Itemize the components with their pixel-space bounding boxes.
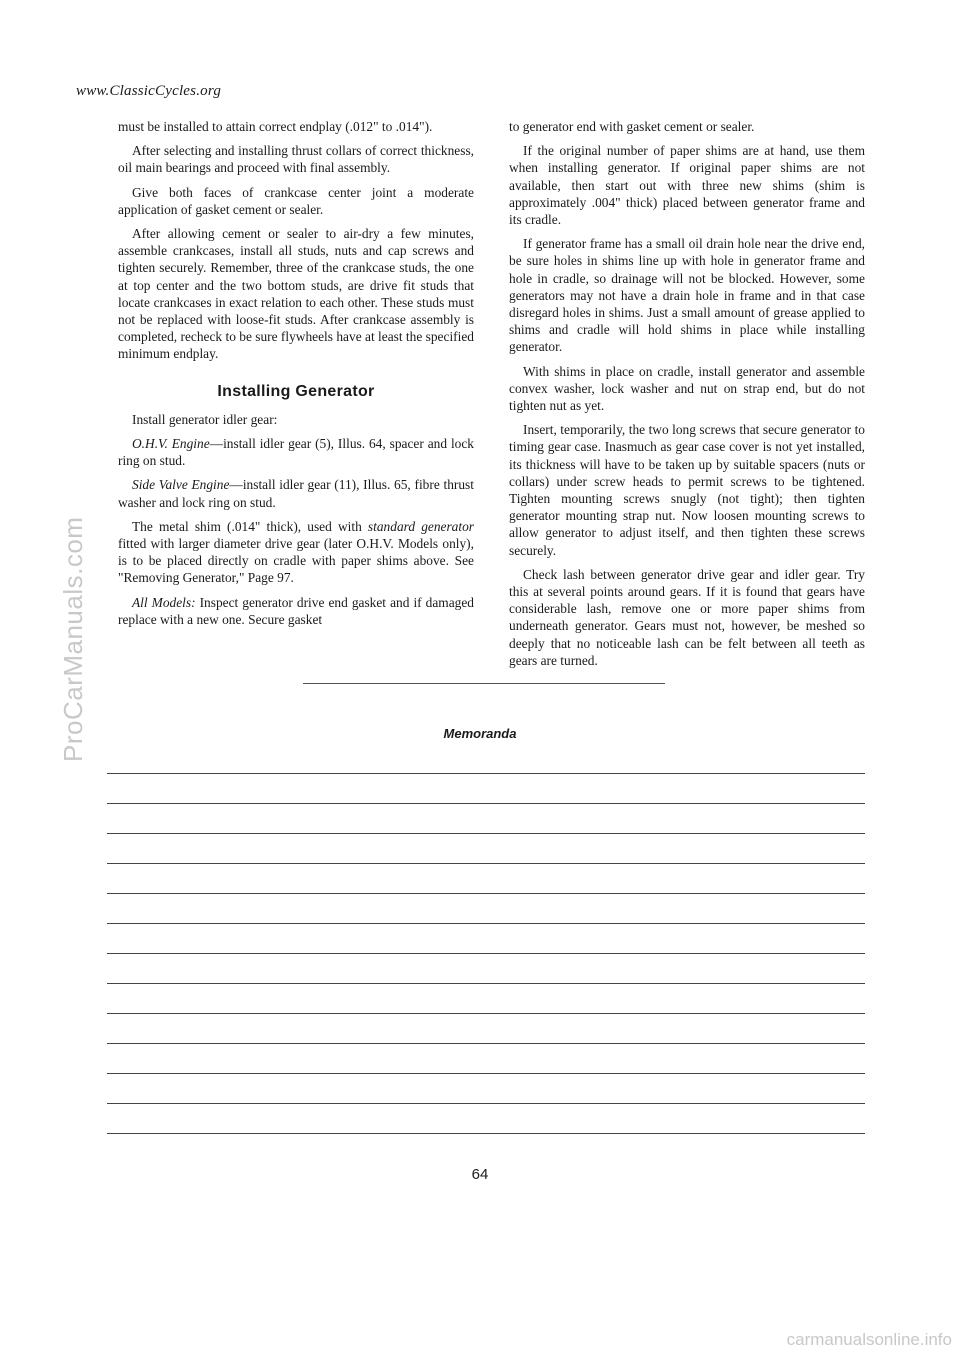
left-paragraph-6: [118, 435, 474, 469]
right-paragraph-6: Check lash between generator drive gear and idler gear. Try this at several points around gears. If it is found that gears have considerable lash, remove one or more paper shims from underneath generator. Gears must not, however, be meshed so deeply that no noticeable lash can be felt between all teeth as gears are turned.: [509, 566, 865, 668]
left-column: [118, 118, 474, 635]
footer-watermark: carmanualsonline.info: [786, 1330, 952, 1349]
memo-line: [107, 1013, 865, 1014]
left-paragraph-9: [118, 594, 474, 628]
side-valve-engine-label: Side Valve Engine: [132, 477, 230, 493]
right-paragraph-5: Insert, temporarily, the two long screws that secure generator to timing gear case. Inasmuch as gear case cover is not yet installed, its thickness will have to be taken up by suitable spacers (nuts or collars) under screw heads to permit screws to be tightened. Tighten mounting screws snugly (not tight); then tighten generator mounting strap nut. Now loosen mounting screws to allow generator to adjust itself, and then tighten these screws securely.: [509, 422, 865, 558]
all-models-label: All Models:: [132, 594, 196, 610]
metal-shim-text-b: fitted with larger diameter drive gear (later O.H.V. Models only), is to be placed directly on cradle with paper shims above. See "Removing Generator," Page 97.: [118, 536, 474, 586]
memo-line: [107, 923, 865, 924]
all-models-text: Inspect generator drive end gasket and if damaged replace with a new one. Secure gasket: [118, 594, 474, 627]
left-paragraph-1: must be installed to attain correct endplay (.012" to .014").: [118, 119, 433, 134]
memoranda-lines: [107, 773, 865, 1163]
section-divider: [303, 683, 665, 684]
right-paragraph-2: If the original number of paper shims are at hand, use them when installing generator. If original paper shims are not available, then start out with three new shims (shim is approximately .004" thick) placed between generator frame and its cradle.: [509, 143, 865, 228]
left-paragraph-8: [118, 518, 474, 587]
right-paragraph-1: to generator end with gasket cement or sealer.: [509, 119, 755, 134]
memo-line: [107, 983, 865, 984]
page-number: 64: [471, 1166, 489, 1183]
side-valve-engine-text: —install idler gear (11), Illus. 65, fibre thrust washer and lock ring on stud.: [118, 477, 474, 510]
memo-line: [107, 803, 865, 804]
site-url: www.ClassicCycles.org: [76, 83, 222, 99]
standard-generator-label: standard generator: [367, 518, 474, 534]
right-column: [509, 118, 865, 676]
memo-line: [107, 953, 865, 954]
memo-line: [107, 1073, 865, 1074]
left-paragraph-4: After allowing cement or sealer to air-dry a few minutes, assemble crankcases, install all studs, nuts and cap screws and tighten securely. Remember, three of the crankcase studs, the one at top center and the two bottom studs, are drive fit studs that locate crankcases in exact relation to each other. These studs must not be replaced with loose-fit studs. After crankcase assembly is completed, recheck to be sure flywheels have at least the specified minimum endplay.: [118, 226, 474, 362]
right-paragraph-3: If generator frame has a small oil drain hole near the drive end, be sure holes in shims line up with hole in generator frame and hole in cradle, so drainage will not be blocked. However, some generators may not have a drain hole in frame and in that case disregard holes in shims. Just a small amount of grease applied to shims and cradle will hold shims in place while installing generator.: [509, 236, 865, 355]
memo-line: [107, 863, 865, 864]
left-paragraph-5: Install generator idler gear:: [132, 411, 278, 427]
memo-line: [107, 773, 865, 774]
left-paragraph-7: [118, 476, 474, 510]
right-paragraph-4: With shims in place on cradle, install generator and assemble convex washer, lock washer and nut on strap end, but do not tighten nut as yet.: [509, 363, 865, 414]
ohv-engine-text: —install idler gear (5), Illus. 64, spacer and lock ring on stud.: [118, 436, 474, 469]
side-watermark: ProCarManuals.com: [58, 516, 88, 762]
left-paragraph-3: Give both faces of crankcase center joint a moderate application of gasket cement or sealer.: [118, 184, 474, 217]
ohv-engine-label: O.H.V. Engine: [132, 436, 210, 452]
memo-line: [107, 1103, 865, 1104]
memo-line: [107, 1043, 865, 1044]
metal-shim-text-a: The metal shim (.014" thick), used with: [132, 518, 368, 534]
left-paragraph-2: After selecting and installing thrust collars of correct thickness, oil main bearings and proceed with final assembly.: [118, 143, 474, 176]
section-heading-installing-generator: Installing Generator: [217, 382, 375, 400]
memo-line: [107, 893, 865, 894]
memo-line: [107, 833, 865, 834]
memoranda-title: Memoranda: [443, 726, 517, 741]
memo-line: [107, 1133, 865, 1134]
